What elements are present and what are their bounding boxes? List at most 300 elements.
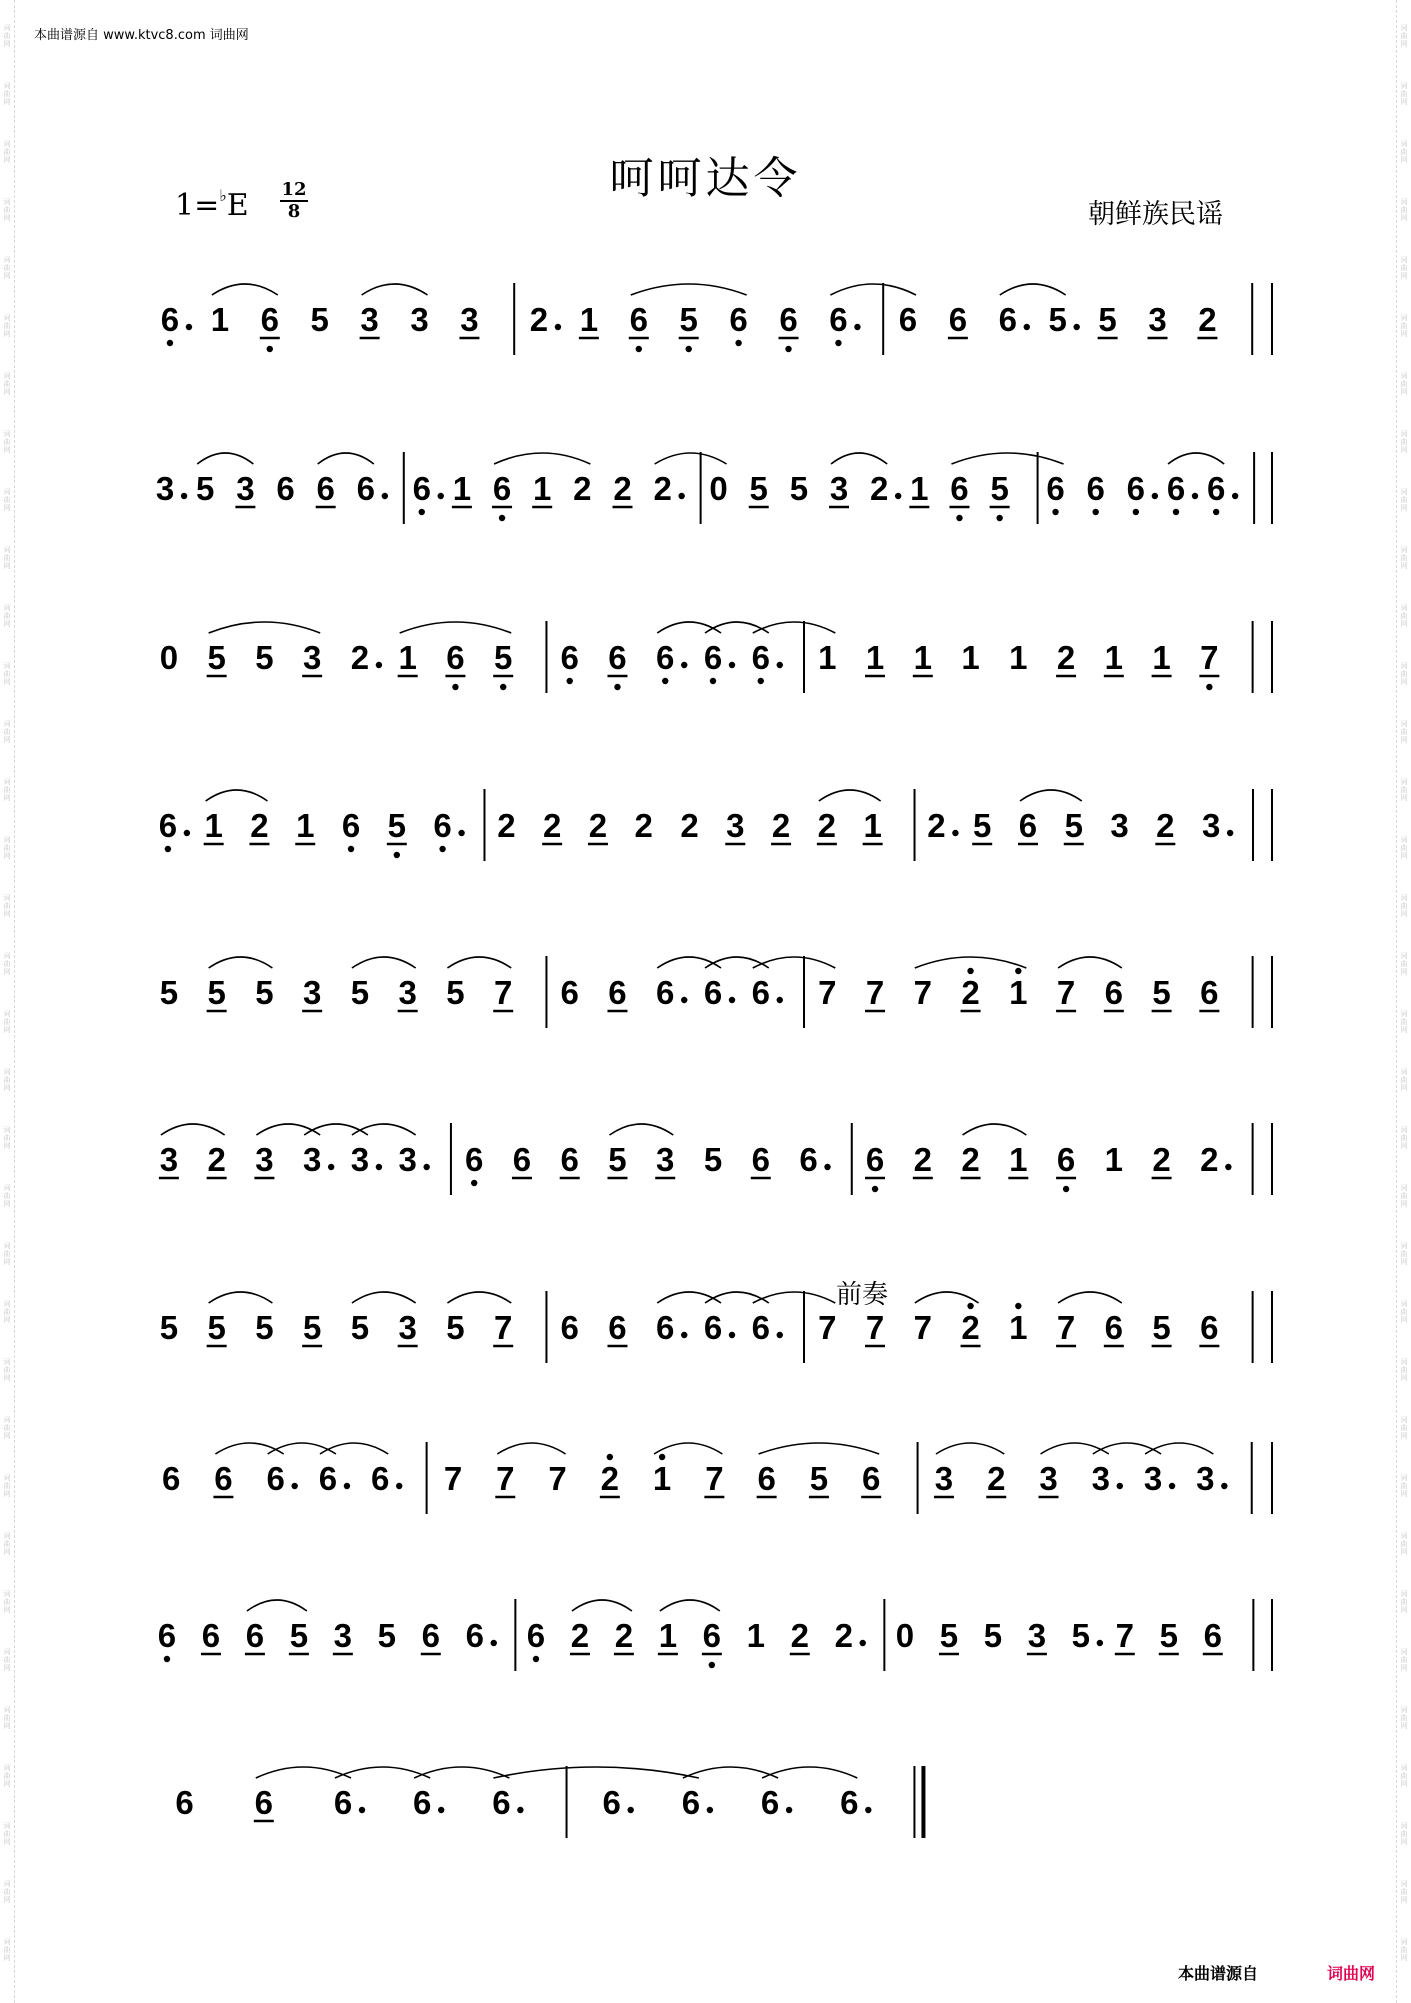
note: 3 [155,470,175,507]
note: 2 [927,807,946,844]
note: 1 [1009,639,1028,676]
note: 7 [548,1460,567,1497]
note: 6 [465,1617,484,1654]
note: 6 [703,974,723,1011]
note: 6 [433,807,452,844]
note: 6 [757,1460,776,1497]
note: 7 [913,974,932,1011]
note: 5 [387,807,406,844]
high-octave-dot [1015,968,1021,974]
margin-watermark: 词 曲 网 [3,662,11,686]
note: 6 [512,1141,532,1178]
note: 2 [1056,639,1076,676]
low-octave-dot [709,1662,715,1668]
note: 5 [377,1617,396,1654]
low-octave-dot [835,340,841,346]
note: 1 [961,639,980,676]
margin-watermark: 词 曲 网 [1400,1010,1408,1034]
low-octave-dot [439,846,445,852]
dot-duration [359,1807,365,1813]
note: 5 [289,1617,309,1654]
dot-duration [181,493,187,499]
note: 6 [865,1141,885,1178]
note: 7 [496,1460,515,1497]
slur [1041,1443,1109,1454]
note: 2 [961,974,980,1011]
note: 2 [653,470,672,507]
note: 5 [159,1309,179,1346]
note: 2 [961,1141,980,1178]
note: 3 [829,470,849,507]
note: 6 [1166,470,1186,507]
margin-watermark: 词 曲 网 [3,546,11,570]
time-denominator: 8 [287,201,301,222]
margin-watermark: 词 曲 网 [1400,1068,1408,1092]
note: 2 [834,1617,853,1654]
margin-watermark: 词 曲 网 [3,256,11,280]
margin-watermark: 词 曲 网 [1400,720,1408,744]
margin-watermark: 词 曲 网 [1400,662,1408,686]
note: 5 [608,1141,627,1178]
note: 6 [276,470,295,507]
margin-watermark: 词 曲 网 [3,778,11,802]
note: 6 [333,1784,353,1821]
note: 6 [526,1617,546,1654]
note: 1 [398,639,417,676]
slur [318,453,374,464]
low-octave-dot [1206,684,1212,690]
margin-watermark: 词 曲 网 [1400,1590,1408,1614]
margin-watermark: 词 曲 网 [1400,894,1408,918]
note: 3 [1148,301,1167,338]
high-octave-dot [967,968,973,974]
low-octave-dot [348,846,354,852]
note: 5 [809,1460,829,1497]
note: 3 [236,470,255,507]
note: 7 [443,1460,463,1497]
dot-duration [854,324,860,330]
note: 3 [1027,1617,1047,1654]
dot-duration [777,997,783,1003]
margin-watermark: 词 曲 网 [1400,1706,1408,1730]
note: 6 [760,1784,780,1821]
note: 5 [207,639,226,676]
note: 3 [1196,1460,1215,1497]
dot-duration [729,997,735,1003]
note: 6 [608,639,627,676]
dot-duration [895,493,901,499]
margin-watermark: 词 曲 网 [3,1590,11,1614]
note: 6 [799,1141,818,1178]
margin-watermark: 词 曲 网 [3,894,11,918]
dot-duration [1024,324,1030,330]
note: 1 [1104,1141,1124,1178]
note: 6 [751,1141,770,1178]
note: 1 [1009,1309,1028,1346]
dot-duration [729,662,735,668]
note: 1 [658,1617,678,1654]
footer-source: 本曲谱源自 [1178,1964,1259,1983]
slur [447,1292,511,1303]
note: 5 [990,470,1009,507]
dot-duration [681,997,687,1003]
note: 6 [421,1617,440,1654]
low-octave-dot [662,678,668,684]
dot-duration [382,493,388,499]
note: 6 [948,301,968,338]
dot-duration [344,1483,350,1489]
slur [915,1292,979,1303]
margin-watermark: 词 曲 网 [3,1938,11,1962]
margin-watermark: 词 曲 网 [1400,372,1408,396]
note: 6 [492,1784,511,1821]
note: 7 [913,1309,932,1346]
slur [830,284,916,295]
note: 5 [446,974,465,1011]
note: 6 [751,639,770,676]
note: 7 [1200,639,1219,676]
low-octave-dot [685,346,691,352]
low-octave-dot [1063,1186,1069,1192]
note: 5 [310,301,329,338]
margin-watermark: 词 曲 网 [1400,1126,1408,1150]
note: 6 [157,1617,177,1654]
low-octave-dot [267,346,273,352]
margin-watermark: 词 曲 网 [1400,778,1408,802]
note: 5 [350,974,370,1011]
note: 2 [771,807,791,844]
margin-watermark: 词 曲 网 [3,1010,11,1034]
slur [963,1124,1027,1135]
slur [320,1443,388,1454]
note: 6 [1200,1309,1219,1346]
slur [660,1600,720,1611]
low-octave-dot [735,340,741,346]
slur [951,453,1063,464]
slur [247,1600,307,1611]
note: 3 [398,1309,417,1346]
note: 7 [1056,974,1076,1011]
note: 1 [865,639,885,676]
dot-duration [865,1807,871,1813]
note: 5 [1152,1309,1171,1346]
note: 2 [1156,807,1175,844]
slur [1093,1443,1161,1454]
low-octave-dot [1093,509,1099,515]
note: 2 [614,1617,634,1654]
note: 6 [729,301,748,338]
note: 6 [608,1309,627,1346]
margin-watermark: 词 曲 网 [1400,256,1408,280]
margin-watermark: 词 曲 网 [3,1474,11,1498]
low-octave-dot [758,678,764,684]
slur [494,453,590,464]
slur [572,1600,632,1611]
slur [705,1292,769,1303]
note: 3 [460,301,479,338]
note: 6 [656,639,675,676]
high-octave-dot [967,1303,973,1309]
note: 6 [629,301,648,338]
dot-duration [1192,493,1198,499]
note: 6 [602,1784,621,1821]
low-octave-dot [614,684,620,690]
slur [400,622,512,633]
low-octave-dot [710,678,716,684]
dot-duration [1152,493,1158,499]
margin-watermark: 词 曲 网 [1400,1764,1408,1788]
margin-watermark: 词 曲 网 [3,488,11,512]
note: 6 [254,1784,273,1821]
low-octave-dot [996,515,1002,521]
note: 5 [749,470,768,507]
note: 3 [1110,807,1129,844]
slur [209,622,321,633]
note: 7 [818,1309,837,1346]
slur [362,284,428,295]
slur [915,957,1027,968]
low-octave-dot [419,509,425,515]
note: 2 [588,807,608,844]
slur [209,957,273,968]
note: 3 [333,1617,353,1654]
note: 2 [680,807,699,844]
slur [609,1124,673,1135]
note: 6 [998,301,1017,338]
slur [831,453,887,464]
source-line: 本曲谱源自 www.ktvc8.com 词曲网 [34,28,249,43]
note: 2 [542,807,562,844]
dot-duration [1227,830,1233,836]
note: 6 [560,1309,579,1346]
note: 5 [679,301,698,338]
note: 6 [1056,1141,1076,1178]
note: 6 [560,639,579,676]
dot-duration [1169,1483,1175,1489]
dot-duration [678,493,684,499]
low-octave-dot [452,684,458,690]
note: 2 [600,1460,620,1497]
note: 3 [398,1141,417,1178]
note: 1 [452,470,472,507]
note: 2 [573,470,592,507]
slur [1058,957,1122,968]
note: 7 [1115,1617,1134,1654]
note: 5 [1064,807,1083,844]
margin-watermark: 词 曲 网 [3,430,11,454]
margin-watermark: 词 曲 网 [1400,488,1408,512]
note: 2 [570,1617,590,1654]
note: 5 [1159,1617,1178,1654]
note: 3 [302,1141,322,1178]
low-octave-dot [394,852,400,858]
note: 2 [1200,1141,1219,1178]
slur [631,284,747,295]
note: 3 [350,1141,370,1178]
note: 6 [703,1309,723,1346]
low-octave-dot [785,346,791,352]
note: 6 [898,301,918,338]
low-octave-dot [164,1656,170,1662]
dot-duration [1073,324,1079,330]
note: 7 [705,1460,724,1497]
dot-duration [777,662,783,668]
note: 6 [214,1460,233,1497]
note: 6 [1104,1309,1124,1346]
margin-watermark: 词 曲 网 [1400,1358,1408,1382]
low-octave-dot [165,846,171,852]
slur [209,1292,273,1303]
note: 1 [533,470,552,507]
note: 3 [1201,807,1221,844]
margin-watermark: 词 曲 网 [1400,952,1408,976]
dot-duration [458,830,464,836]
slur [657,1292,721,1303]
note: 6 [1203,1617,1222,1654]
note: 6 [656,974,675,1011]
margin-watermark: 词 曲 网 [3,1300,11,1324]
low-octave-dot [1213,509,1219,515]
high-octave-dot [659,1454,665,1460]
note: 2 [497,807,516,844]
slur [657,622,721,633]
note: 2 [961,1309,980,1346]
dot-duration [328,1164,334,1170]
note: 2 [1198,301,1217,338]
note: 2 [529,301,549,338]
note: 5 [350,1309,370,1346]
note: 5 [1071,1617,1091,1654]
note: 2 [350,639,370,676]
note: 1 [1009,1141,1028,1178]
margin-watermark: 词 曲 网 [1400,314,1408,338]
note: 3 [1039,1460,1058,1497]
note: 5 [973,807,992,844]
note: 3 [726,807,745,844]
note: 6 [341,807,361,844]
footer-site: 词曲网 [1327,1964,1376,1983]
margin-watermark: 词 曲 网 [3,140,11,164]
note: 6 [161,1460,181,1497]
note: 5 [983,1617,1003,1654]
dot-duration [438,493,444,499]
note: 1 [1009,974,1028,1011]
note: 5 [196,470,215,507]
dot-duration [396,1483,402,1489]
note: 6 [681,1784,701,1821]
note: 5 [1098,301,1117,338]
note: 6 [1018,807,1038,844]
margin-watermark: 词 曲 网 [3,24,11,48]
slur [705,622,769,633]
margin-watermark: 词 曲 网 [3,1126,11,1150]
margin-watermark: 词 曲 网 [1400,604,1408,628]
dot-duration [824,1164,830,1170]
note: 6 [175,1784,194,1821]
key-prefix: 1= [175,188,220,223]
margin-watermark: 词 曲 网 [3,836,11,860]
margin-watermark: 词 曲 网 [3,1358,11,1382]
note: 3 [410,301,429,338]
low-octave-dot [167,340,173,346]
dot-duration [786,1807,792,1813]
note: 2 [250,807,269,844]
note: 5 [1048,301,1067,338]
dot-duration [729,1332,735,1338]
composer-credit: 朝鲜族民谣 [1088,199,1223,230]
slur [304,1124,368,1135]
margin-watermark: 词 曲 网 [1400,1242,1408,1266]
dot-duration [627,1807,633,1813]
note: 5 [1152,974,1171,1011]
margin-watermark: 词 曲 网 [1400,82,1408,106]
note: 6 [1206,470,1226,507]
note: 7 [818,974,837,1011]
dot-duration [423,1164,429,1170]
note: 1 [210,301,230,338]
margin-watermark: 词 曲 网 [1400,546,1408,570]
note: 5 [207,974,226,1011]
slur [1168,453,1224,464]
dot-duration [1221,1483,1227,1489]
slur [206,790,268,801]
dot-duration [1225,1164,1231,1170]
note: 6 [608,974,627,1011]
margin-watermark: 词 曲 网 [1400,1822,1408,1846]
margin-watermark: 词 曲 网 [3,1880,11,1904]
note: 6 [1046,470,1065,507]
margin-watermark: 词 曲 网 [1400,1300,1408,1324]
note: 2 [869,470,889,507]
note: 5 [255,639,274,676]
note: 6 [751,974,770,1011]
low-octave-dot [533,1656,539,1662]
slur [654,1443,722,1454]
note: 5 [159,974,179,1011]
margin-watermark: 词 曲 网 [3,604,11,628]
note: 1 [913,639,932,676]
note: 6 [1126,470,1146,507]
margin-watermark: 词 曲 网 [3,1648,11,1672]
slur [352,957,416,968]
key-note: E [226,188,249,223]
margin-watermark: 词 曲 网 [3,1416,11,1440]
note: 3 [656,1141,675,1178]
dot-duration [184,830,190,836]
low-octave-dot [567,678,573,684]
note: 6 [492,470,512,507]
note: 6 [371,1460,390,1497]
note: 2 [987,1460,1006,1497]
note: 3 [398,974,417,1011]
note: 6 [260,301,279,338]
key-flat: ♭ [219,186,227,205]
note: 6 [158,807,178,844]
low-octave-dot [1052,509,1058,515]
note: 1 [204,807,223,844]
note: 1 [579,301,599,338]
slur [352,1124,416,1135]
note: 5 [207,1309,226,1346]
note: 1 [910,470,929,507]
note: 0 [709,470,728,507]
slur [1058,1292,1122,1303]
slur [352,1292,416,1303]
margin-watermark: 词 曲 网 [3,1532,11,1556]
dot-duration [681,662,687,668]
dot-duration [707,1807,713,1813]
margin-watermark: 词 曲 网 [3,1822,11,1846]
